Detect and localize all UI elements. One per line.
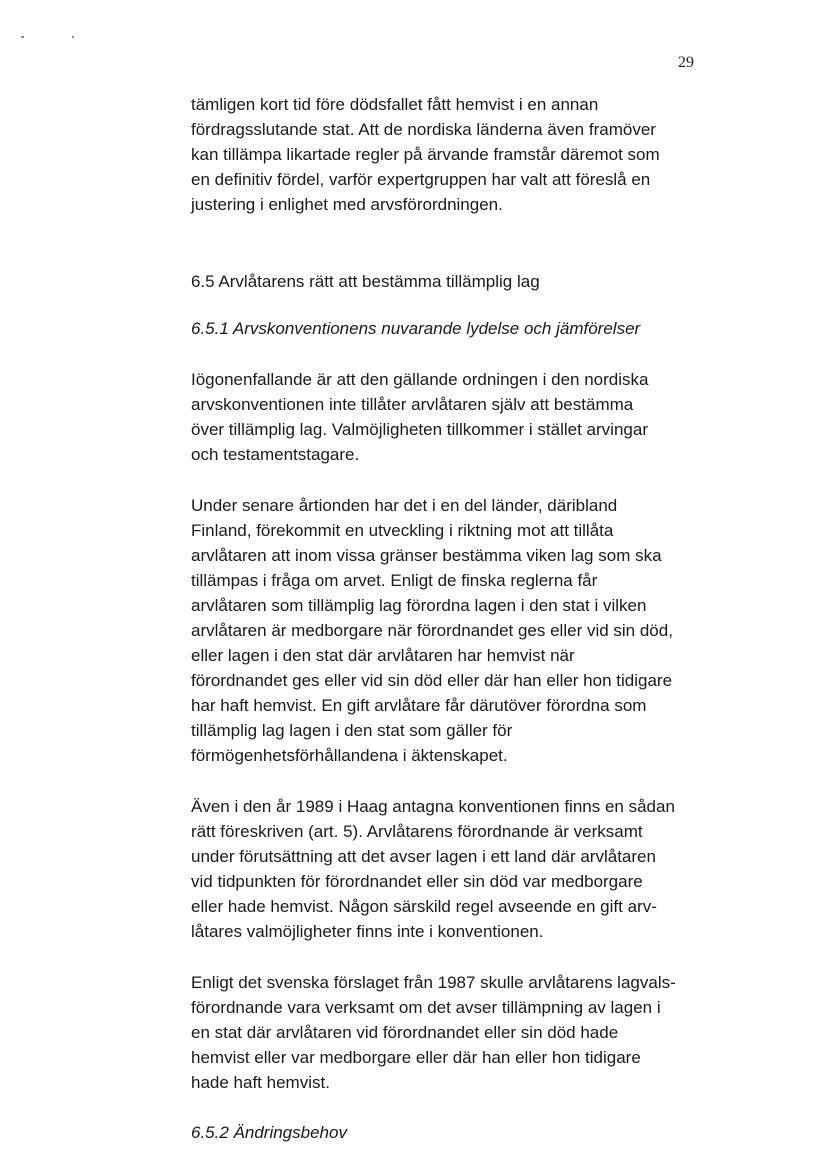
text-line: vid tidpunkten för förordnandet eller sin död var medborgare bbox=[191, 872, 643, 891]
text-line: tämligen kort tid före dödsfallet fått hemvist i en annan bbox=[191, 95, 599, 114]
paragraph-2 bbox=[191, 367, 721, 467]
text-line: Iögonenfallande är att den gällande ordningen i den nordiska bbox=[191, 370, 649, 389]
subsection-heading-1: 6.5.1 Arvskonventionens nuvarande lydelse och jämförelser bbox=[191, 319, 641, 338]
paragraph-1 bbox=[191, 92, 721, 217]
text-line: Även i den år 1989 i Haag antagna konventionen finns en sådan bbox=[191, 797, 675, 816]
text-line: hade haft hemvist. bbox=[191, 1073, 330, 1092]
text-line: förordnande vara verksamt om det avser tillämpning av lagen i bbox=[191, 998, 661, 1017]
text-line: arvlåtaren är medborgare när förordnandet ges eller vid sin död, bbox=[191, 621, 673, 640]
text-line: Under senare årtionden har det i en del länder, däribland bbox=[191, 496, 618, 515]
text-line: tillämpas i fråga om arvet. Enligt de finska reglerna får bbox=[191, 571, 598, 590]
paragraph-5 bbox=[191, 970, 721, 1095]
page-number: 29 bbox=[678, 54, 694, 71]
text-line: tillämplig lag lagen i den stat som gäller för bbox=[191, 721, 513, 740]
text-line: Finland, förekommit en utveckling i riktning mot att tillåta bbox=[191, 521, 614, 540]
text-line: fördragsslutande stat. Att de nordiska länderna även framöver bbox=[191, 120, 656, 139]
text-line: förmögenhetsförhållandena i äktenskapet. bbox=[191, 746, 508, 765]
scan-mark-right bbox=[72, 36, 74, 38]
text-line: har haft hemvist. En gift arvlåtare får därutöver förordna som bbox=[191, 696, 647, 715]
scan-mark-left bbox=[21, 36, 24, 38]
text-line: eller hade hemvist. Någon särskild regel avseende en gift arv- bbox=[191, 897, 657, 916]
document-body bbox=[191, 92, 721, 1145]
text-line: rätt föreskriven (art. 5). Arvlåtarens förordnande är verksamt bbox=[191, 822, 643, 841]
text-line: eller lagen i den stat där arvlåtaren har hemvist när bbox=[191, 646, 575, 665]
text-line: Enligt det svenska förslaget från 1987 skulle arvlåtarens lagvals- bbox=[191, 973, 676, 992]
text-line: och testamentstagare. bbox=[191, 445, 360, 464]
text-line: kan tillämpa likartade regler på ärvande framstår däremot som bbox=[191, 145, 660, 164]
text-line: arvskonventionen inte tillåter arvlåtaren själv att bestämma bbox=[191, 395, 634, 414]
text-line: arvlåtaren att inom vissa gränser bestämma viken lag som ska bbox=[191, 546, 662, 565]
paragraph-4 bbox=[191, 794, 721, 944]
text-line: en stat där arvlåtaren vid förordnandet eller sin död hade bbox=[191, 1023, 619, 1042]
paragraph-3 bbox=[191, 493, 721, 768]
text-line: justering i enlighet med arvsförordningen. bbox=[191, 195, 503, 214]
text-line: låtares valmöjligheter finns inte i konventionen. bbox=[191, 922, 544, 941]
text-line: en definitiv fördel, varför expertgruppen har valt att föreslå en bbox=[191, 170, 651, 189]
section-heading: 6.5 Arvlåtarens rätt att bestämma tillämplig lag bbox=[191, 272, 540, 291]
text-line: under förutsättning att det avser lagen i ett land där arvlåtaren bbox=[191, 847, 656, 866]
text-line: förordnandet ges eller vid sin död eller där han eller hon tidigare bbox=[191, 671, 673, 690]
text-line: arvlåtaren som tillämplig lag förordna lagen i den stat i vilken bbox=[191, 596, 647, 615]
text-line: hemvist eller var medborgare eller där han eller hon tidigare bbox=[191, 1048, 641, 1067]
subsection-heading-2: 6.5.2 Ändringsbehov bbox=[191, 1123, 347, 1142]
text-line: över tillämplig lag. Valmöjligheten tillkommer i stället arvingar bbox=[191, 420, 648, 439]
